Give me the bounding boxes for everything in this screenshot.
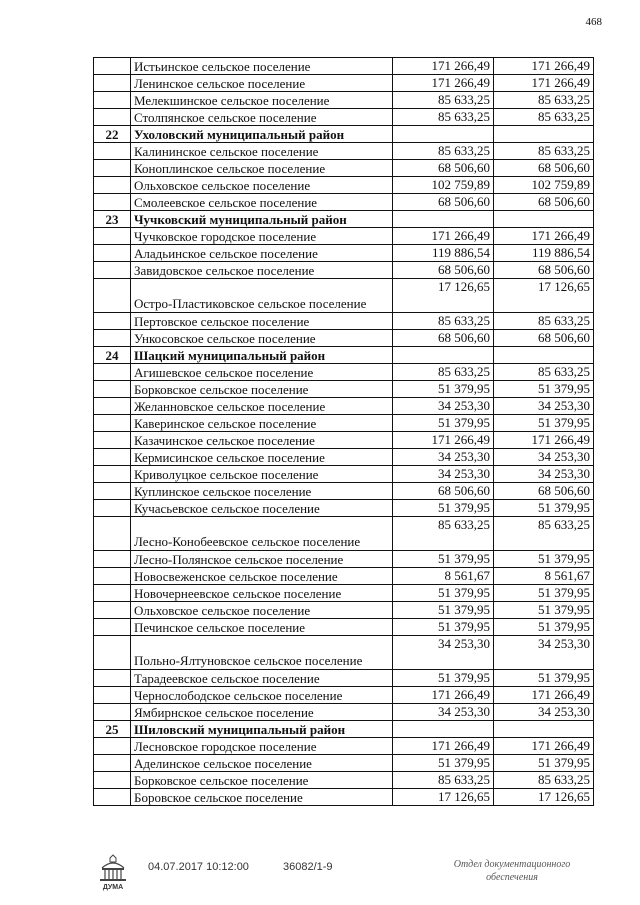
amount-column-1: 85 633,25 [393,517,494,551]
district-name: Чучковский муниципальный район [131,211,393,228]
amount-column-1: 17 126,65 [393,279,494,313]
row-number: 24 [94,347,131,364]
row-number [94,789,131,806]
row-number [94,262,131,279]
table-row [94,228,594,245]
row-number [94,483,131,500]
table-row [94,364,594,381]
row-number: 22 [94,126,131,143]
settlement-name: Лесно-Полянское сельское поселение [131,551,393,568]
settlement-name: Ольховское сельское поселение [131,177,393,194]
amount-column-2: 8 561,67 [494,568,594,585]
amount-column-1: 171 266,49 [393,75,494,92]
amount-column-2: 34 253,30 [494,704,594,721]
settlement-name: Лесновское городское поселение [131,738,393,755]
table-row [94,177,594,194]
amount-column-1: 51 379,95 [393,500,494,517]
table-row [94,194,594,211]
amount-column-2: 171 266,49 [494,738,594,755]
row-number: 25 [94,721,131,738]
row-number [94,432,131,449]
amount-column-1: 51 379,95 [393,415,494,432]
amount-column-1: 171 266,49 [393,687,494,704]
amount-column-1: 51 379,95 [393,602,494,619]
table-row [94,58,594,75]
amount-column-2: 51 379,95 [494,415,594,432]
row-number [94,636,131,670]
amount-column-2: 171 266,49 [494,228,594,245]
amount-column-1: 68 506,60 [393,194,494,211]
amount-column-1 [393,347,494,364]
table-row [94,313,594,330]
table-row [94,75,594,92]
amount-column-2 [494,126,594,143]
amount-column-1: 17 126,65 [393,789,494,806]
table-row [94,738,594,755]
amount-column-2: 51 379,95 [494,500,594,517]
row-number [94,500,131,517]
row-number [94,551,131,568]
amount-column-1: 34 253,30 [393,704,494,721]
row-number [94,381,131,398]
row-number [94,687,131,704]
table-row [94,449,594,466]
settlement-name: Ункосовское сельское поселение [131,330,393,347]
row-number [94,738,131,755]
table-row [94,398,594,415]
row-number [94,228,131,245]
amount-column-1: 85 633,25 [393,772,494,789]
amount-column-2: 17 126,65 [494,279,594,313]
amount-column-2: 51 379,95 [494,755,594,772]
settlement-name: Криволуцкое сельское поселение [131,466,393,483]
settlement-name: Кучасьевское сельское поселение [131,500,393,517]
table-row [94,381,594,398]
district-name: Ухоловский муниципальный район [131,126,393,143]
row-number [94,364,131,381]
amount-column-2 [494,721,594,738]
table-row [94,670,594,687]
settlement-name: Агишевское сельское поселение [131,364,393,381]
amount-column-1: 68 506,60 [393,483,494,500]
amount-column-2: 51 379,95 [494,585,594,602]
table-row [94,755,594,772]
row-number [94,772,131,789]
row-number [94,194,131,211]
district-name: Шацкий муниципальный район [131,347,393,364]
amount-column-1 [393,211,494,228]
amount-column-2 [494,211,594,228]
settlement-name: Аладьинское сельское поселение [131,245,393,262]
district-row [94,721,594,738]
amount-column-2: 171 266,49 [494,58,594,75]
row-number [94,313,131,330]
amount-column-2: 171 266,49 [494,687,594,704]
table-row [94,619,594,636]
amount-column-1: 85 633,25 [393,143,494,160]
settlement-name: Боровское сельское поселение [131,789,393,806]
amount-column-1: 85 633,25 [393,364,494,381]
settlement-name: Борковское сельское поселение [131,381,393,398]
table-row [94,92,594,109]
row-number [94,568,131,585]
settlement-name: Борковское сельское поселение [131,772,393,789]
district-row [94,126,594,143]
table-row [94,585,594,602]
settlement-name: Столпянское сельское поселение [131,109,393,126]
amount-column-2: 34 253,30 [494,466,594,483]
settlement-name: Завидовское сельское поселение [131,262,393,279]
table-row [94,704,594,721]
amount-column-2: 119 886,54 [494,245,594,262]
amount-column-2: 68 506,60 [494,330,594,347]
row-number [94,143,131,160]
settlement-name: Польно-Ялтуновское сельское поселение [131,636,393,670]
amount-column-1: 85 633,25 [393,109,494,126]
page-number: 468 [585,16,602,28]
footer-document-code: 36082/1-9 [283,861,333,873]
amount-column-2: 85 633,25 [494,143,594,160]
settlement-name: Мелекшинское сельское поселение [131,92,393,109]
amount-column-1: 171 266,49 [393,738,494,755]
row-number [94,466,131,483]
row-number [94,109,131,126]
row-number [94,670,131,687]
table-row [94,568,594,585]
amount-column-1: 51 379,95 [393,619,494,636]
district-row [94,347,594,364]
amount-column-2: 85 633,25 [494,313,594,330]
amount-column-2: 51 379,95 [494,619,594,636]
settlement-name: Аделинское сельское поселение [131,755,393,772]
amount-column-2: 171 266,49 [494,432,594,449]
duma-seal-icon [96,852,130,892]
row-number [94,585,131,602]
amount-column-2: 17 126,65 [494,789,594,806]
amount-column-1: 51 379,95 [393,585,494,602]
table-row [94,602,594,619]
table-row [94,279,594,313]
amount-column-1: 8 561,67 [393,568,494,585]
row-number [94,517,131,551]
amount-column-1: 68 506,60 [393,262,494,279]
amount-column-1: 85 633,25 [393,313,494,330]
amount-column-1: 68 506,60 [393,160,494,177]
settlement-name: Печинское сельское поселение [131,619,393,636]
row-number [94,415,131,432]
amount-column-1: 34 253,30 [393,398,494,415]
amount-column-2: 68 506,60 [494,160,594,177]
table-row [94,517,594,551]
row-number [94,245,131,262]
settlement-name: Тарадеевское сельское поселение [131,670,393,687]
amount-column-2: 85 633,25 [494,109,594,126]
table-row [94,500,594,517]
table-row [94,160,594,177]
settlement-name: Ямбирнское сельское поселение [131,704,393,721]
table-row [94,109,594,126]
settlement-name: Каверинское сельское поселение [131,415,393,432]
settlement-name: Чернослободское сельское поселение [131,687,393,704]
row-number [94,58,131,75]
amount-column-1: 34 253,30 [393,636,494,670]
amount-column-1: 51 379,95 [393,670,494,687]
row-number [94,177,131,194]
settlement-name: Калининское сельское поселение [131,143,393,160]
row-number [94,279,131,313]
amount-column-1: 171 266,49 [393,58,494,75]
amount-column-2: 171 266,49 [494,75,594,92]
row-number [94,75,131,92]
row-number [94,398,131,415]
row-number [94,330,131,347]
table-row [94,687,594,704]
amount-column-1 [393,126,494,143]
settlement-name: Кермисинское сельское поселение [131,449,393,466]
amount-column-1: 51 379,95 [393,551,494,568]
settlement-name: Остро-Пластиковское сельское поселение [131,279,393,313]
amount-column-1: 34 253,30 [393,466,494,483]
amount-column-2: 51 379,95 [494,381,594,398]
settlement-name: Лесно-Конобеевское сельское поселение [131,517,393,551]
amount-column-1: 119 886,54 [393,245,494,262]
amount-column-2: 51 379,95 [494,551,594,568]
footer-datetime: 04.07.2017 10:12:00 [148,861,249,873]
settlement-name: Пертовское сельское поселение [131,313,393,330]
amount-column-2: 51 379,95 [494,602,594,619]
settlement-name: Куплинское сельское поселение [131,483,393,500]
amount-column-2: 85 633,25 [494,92,594,109]
row-number [94,602,131,619]
amount-column-2 [494,347,594,364]
table-row [94,466,594,483]
district-name: Шиловский муниципальный район [131,721,393,738]
settlement-name: Новочернеевское сельское поселение [131,585,393,602]
table-row [94,636,594,670]
amount-column-1: 51 379,95 [393,755,494,772]
settlement-name: Чучковское городское поселение [131,228,393,245]
table-row [94,483,594,500]
row-number [94,160,131,177]
settlement-name: Ленинское сельское поселение [131,75,393,92]
row-number [94,755,131,772]
table-row [94,772,594,789]
settlement-name: Новосвеженское сельское поселение [131,568,393,585]
footer [0,852,640,897]
amount-column-2: 68 506,60 [494,262,594,279]
table-row [94,262,594,279]
amount-column-2: 68 506,60 [494,194,594,211]
amount-column-2: 34 253,30 [494,398,594,415]
amount-column-1: 171 266,49 [393,432,494,449]
amount-column-2: 51 379,95 [494,670,594,687]
table-row [94,551,594,568]
settlement-name: Истьинское сельское поселение [131,58,393,75]
amount-column-2: 102 759,89 [494,177,594,194]
settlement-name: Ольховское сельское поселение [131,602,393,619]
table-body [94,58,594,806]
settlement-name: Смолеевское сельское поселение [131,194,393,211]
amount-column-1: 102 759,89 [393,177,494,194]
amount-column-1: 171 266,49 [393,228,494,245]
amount-column-2: 68 506,60 [494,483,594,500]
table-row [94,330,594,347]
table-row [94,789,594,806]
table-row [94,143,594,160]
amount-column-1: 85 633,25 [393,92,494,109]
amount-column-2: 85 633,25 [494,364,594,381]
amount-column-1: 51 379,95 [393,381,494,398]
row-number [94,619,131,636]
settlement-name: Казачинское сельское поселение [131,432,393,449]
table-row [94,432,594,449]
settlement-name: Желанновское сельское поселение [131,398,393,415]
amount-column-2: 85 633,25 [494,517,594,551]
table-row [94,245,594,262]
amount-column-1 [393,721,494,738]
row-number [94,704,131,721]
amount-column-2: 34 253,30 [494,636,594,670]
district-row [94,211,594,228]
amount-column-1: 34 253,30 [393,449,494,466]
budget-table [93,57,594,806]
footer-department-stamp: Отдел документационного обеспечения [453,859,571,883]
row-number: 23 [94,211,131,228]
amount-column-2: 85 633,25 [494,772,594,789]
row-number [94,449,131,466]
settlement-name: Коноплинское сельское поселение [131,160,393,177]
amount-column-1: 68 506,60 [393,330,494,347]
table-row [94,415,594,432]
row-number [94,92,131,109]
amount-column-2: 34 253,30 [494,449,594,466]
seal-text: ДУМА [102,884,124,891]
